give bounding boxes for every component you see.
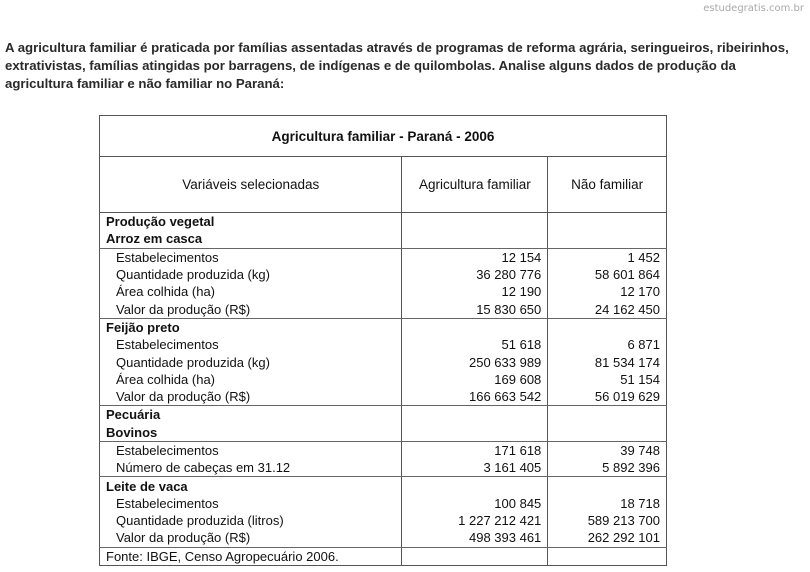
table-row: [100, 230, 667, 248]
empty-cell: [548, 547, 667, 565]
table-row: [100, 512, 667, 529]
group-heading: Leite de vaca: [100, 477, 402, 495]
data-table: [99, 115, 667, 566]
table-row: [100, 495, 667, 512]
family-value: 1 227 212 421: [402, 512, 548, 529]
row-label: Estabelecimentos: [100, 495, 402, 512]
non-family-value: 51 154: [548, 371, 667, 388]
table-title-row: [100, 116, 667, 157]
family-value: [402, 406, 548, 424]
row-label: Valor da produção (R$): [100, 529, 402, 547]
non-family-value: 589 213 700: [548, 512, 667, 529]
non-family-value: 56 019 629: [548, 388, 667, 406]
table-row: [100, 441, 667, 459]
non-family-value: [548, 477, 667, 495]
table-row: [100, 424, 667, 442]
non-family-value: 1 452: [548, 248, 667, 266]
source-row: [100, 547, 667, 565]
non-family-value: 262 292 101: [548, 529, 667, 547]
family-value: 100 845: [402, 495, 548, 512]
row-label: Número de cabeças em 31.12: [100, 459, 402, 477]
non-family-value: [548, 406, 667, 424]
family-value: [402, 318, 548, 336]
section-heading: Pecuária: [100, 406, 402, 424]
watermark: estudegratis.com.br: [703, 3, 804, 14]
intro-paragraph: A agricultura familiar é praticada por famílias assentadas através de programas de reforma agrária, seringueiros, ribeirinhos, extrativistas, famílias atingidas por barragens, de indígenas e de quilombolas. Analise alguns dados de produção da agricultura familiar e não familiar no Paraná:: [5, 40, 789, 91]
source-note: Fonte: IBGE, Censo Agropecuário 2006.: [100, 547, 402, 565]
non-family-value: [548, 318, 667, 336]
non-family-value: [548, 424, 667, 442]
table-row: [100, 283, 667, 300]
row-label: Quantidade produzida (litros): [100, 512, 402, 529]
non-family-value: 39 748: [548, 441, 667, 459]
empty-cell: [402, 547, 548, 565]
row-label: Valor da produção (R$): [100, 300, 402, 318]
family-value: 171 618: [402, 441, 548, 459]
family-value: 12 190: [402, 283, 548, 300]
table-row: [100, 477, 667, 495]
non-family-value: 24 162 450: [548, 300, 667, 318]
row-label: Quantidade produzida (kg): [100, 353, 402, 370]
header-non-family: Não familiar: [548, 157, 667, 213]
table-row: [100, 406, 667, 424]
table-row: [100, 371, 667, 388]
row-label: Estabelecimentos: [100, 441, 402, 459]
row-label: Valor da produção (R$): [100, 388, 402, 406]
table-row: [100, 388, 667, 406]
group-heading: Arroz em casca: [100, 230, 402, 248]
family-value: 169 608: [402, 371, 548, 388]
non-family-value: 6 871: [548, 336, 667, 353]
section-heading: Produção vegetal: [100, 213, 402, 231]
family-value: 15 830 650: [402, 300, 548, 318]
family-value: [402, 477, 548, 495]
non-family-value: 18 718: [548, 495, 667, 512]
non-family-value: [548, 213, 667, 231]
non-family-value: 58 601 864: [548, 266, 667, 283]
family-value: [402, 230, 548, 248]
table-header-row: [100, 157, 667, 213]
group-heading: Feijão preto: [100, 318, 402, 336]
row-label: Área colhida (ha): [100, 283, 402, 300]
row-label: Estabelecimentos: [100, 248, 402, 266]
table-row: [100, 529, 667, 547]
table-row: [100, 318, 667, 336]
family-value: [402, 213, 548, 231]
header-family: Agricultura familiar: [402, 157, 548, 213]
family-value: 3 161 405: [402, 459, 548, 477]
family-value: 166 663 542: [402, 388, 548, 406]
row-label: Estabelecimentos: [100, 336, 402, 353]
table-row: [100, 353, 667, 370]
family-value: 12 154: [402, 248, 548, 266]
non-family-value: 12 170: [548, 283, 667, 300]
row-label: Área colhida (ha): [100, 371, 402, 388]
family-value: 51 618: [402, 336, 548, 353]
non-family-value: 81 534 174: [548, 353, 667, 370]
family-value: 498 393 461: [402, 529, 548, 547]
table-row: [100, 248, 667, 266]
group-heading: Bovinos: [100, 424, 402, 442]
table-row: [100, 300, 667, 318]
family-value: 250 633 989: [402, 353, 548, 370]
table-title: Agricultura familiar - Paraná - 2006: [100, 116, 667, 157]
non-family-value: [548, 230, 667, 248]
header-variables: Variáveis selecionadas: [100, 157, 402, 213]
non-family-value: 5 892 396: [548, 459, 667, 477]
table-row: [100, 336, 667, 353]
table-row: [100, 459, 667, 477]
family-value: 36 280 776: [402, 266, 548, 283]
row-label: Quantidade produzida (kg): [100, 266, 402, 283]
family-value: [402, 424, 548, 442]
table-row: [100, 213, 667, 231]
table-row: [100, 266, 667, 283]
